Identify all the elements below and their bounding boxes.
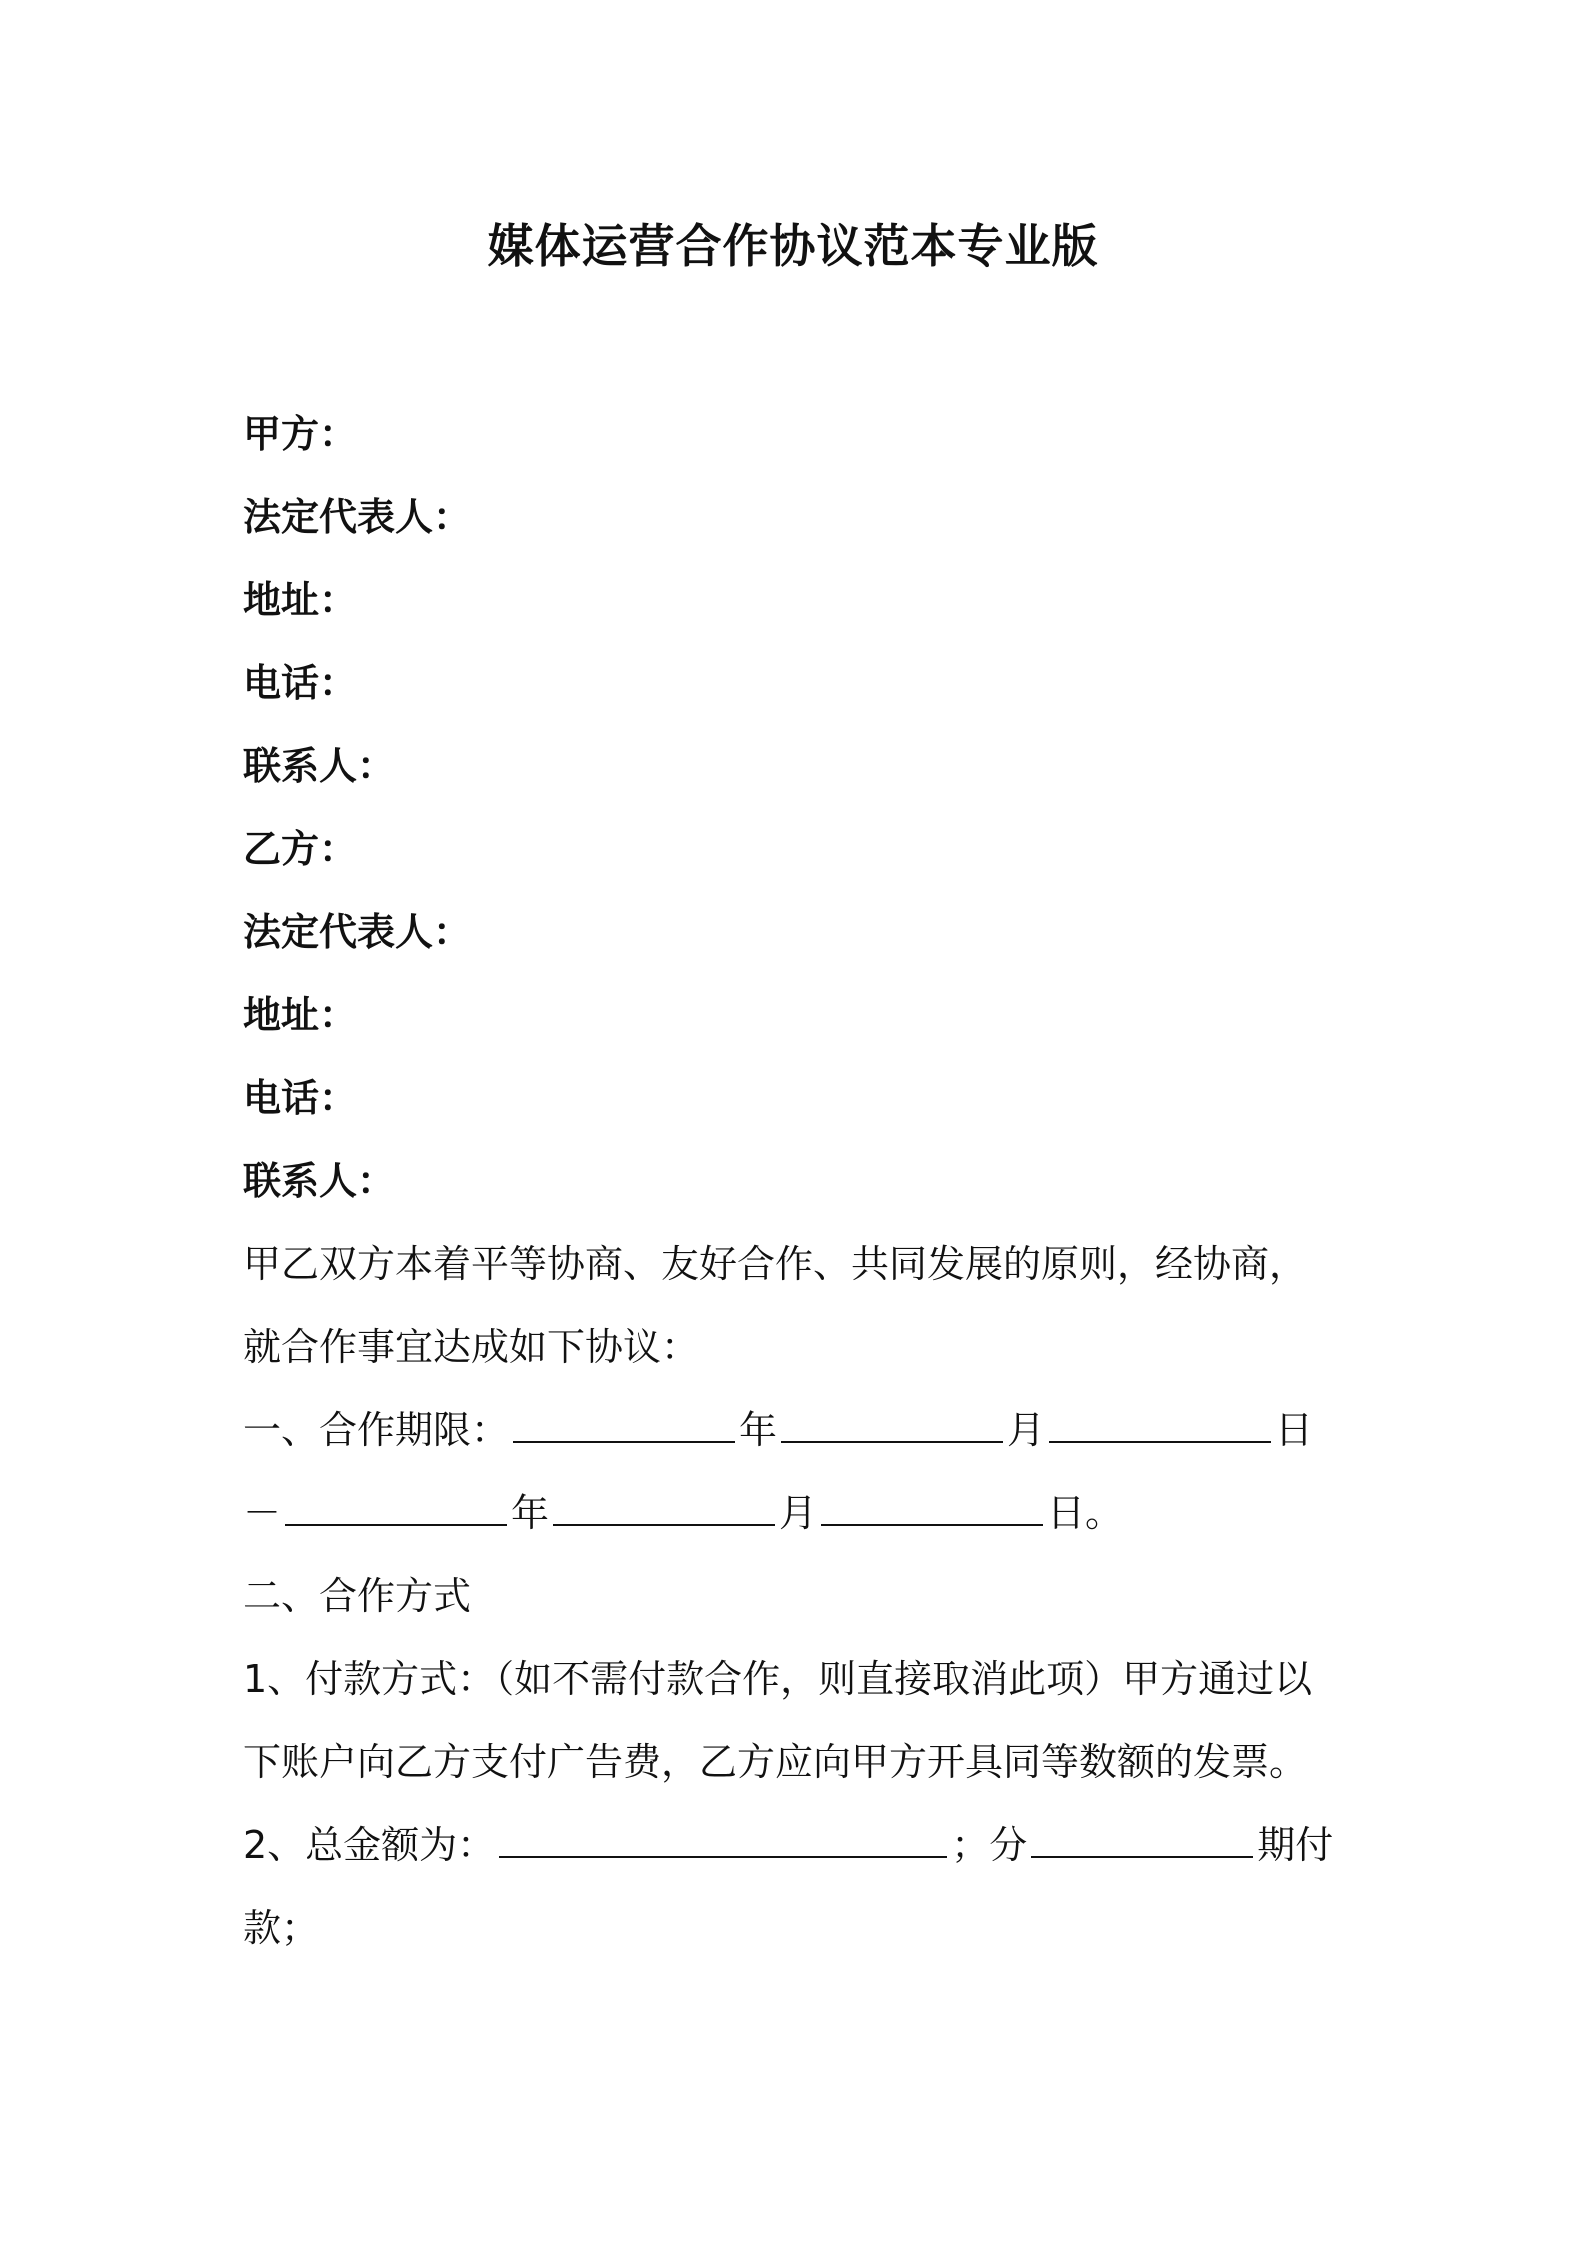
party-a-phone: 电话：	[243, 661, 358, 705]
preamble-line-1: 甲乙双方本着平等协商、友好合作、共同发展的原则，经协商，	[243, 1242, 1308, 1286]
total-amount-line-2: 款；	[243, 1906, 320, 1950]
end-month-blank[interactable]	[553, 1476, 775, 1526]
document-title: 媒体运营合作协议范本专业版	[487, 219, 1099, 273]
day-end-unit: 日。	[1047, 1491, 1124, 1535]
start-year-blank[interactable]	[513, 1393, 735, 1443]
installment-unit: 期付	[1257, 1823, 1334, 1867]
total-amount-blank[interactable]	[499, 1808, 947, 1858]
party-b-phone: 电话：	[243, 1076, 358, 1120]
party-b-label: 乙方：	[243, 827, 358, 871]
installment-count-blank[interactable]	[1031, 1808, 1253, 1858]
installment-sep: ；分	[951, 1823, 1028, 1867]
total-amount-line	[243, 1803, 1353, 1887]
party-b-contact: 联系人：	[243, 1159, 396, 1203]
party-b-address: 地址：	[243, 993, 358, 1037]
total-amount-label: 2、总金额为：	[243, 1823, 496, 1867]
party-a-contact: 联系人：	[243, 744, 396, 788]
party-b-legal-rep: 法定代表人：	[243, 910, 472, 954]
payment-method-line-1: 1、付款方式：（如不需付款合作，则直接取消此项）甲方通过以	[243, 1657, 1313, 1701]
day-unit: 日	[1275, 1408, 1314, 1452]
range-dash: －	[243, 1491, 282, 1535]
section-2-heading: 二、合作方式	[243, 1574, 472, 1618]
month-unit: 月	[779, 1491, 818, 1535]
year-unit: 年	[739, 1408, 778, 1452]
end-day-blank[interactable]	[821, 1476, 1043, 1526]
year-unit: 年	[511, 1491, 550, 1535]
preamble-line-2: 就合作事宜达成如下协议：	[243, 1325, 700, 1369]
start-month-blank[interactable]	[781, 1393, 1003, 1443]
start-day-blank[interactable]	[1049, 1393, 1271, 1443]
month-unit: 月	[1007, 1408, 1046, 1452]
party-a-address: 地址：	[243, 578, 358, 622]
party-a-label: 甲方：	[243, 412, 358, 456]
term-line-start	[243, 1388, 1353, 1472]
term-label: 一、合作期限：	[243, 1408, 510, 1452]
term-line-end	[243, 1471, 1353, 1555]
end-year-blank[interactable]	[285, 1476, 507, 1526]
party-a-legal-rep: 法定代表人：	[243, 495, 472, 539]
payment-method-line-2: 下账户向乙方支付广告费，乙方应向甲方开具同等数额的发票。	[243, 1740, 1308, 1784]
